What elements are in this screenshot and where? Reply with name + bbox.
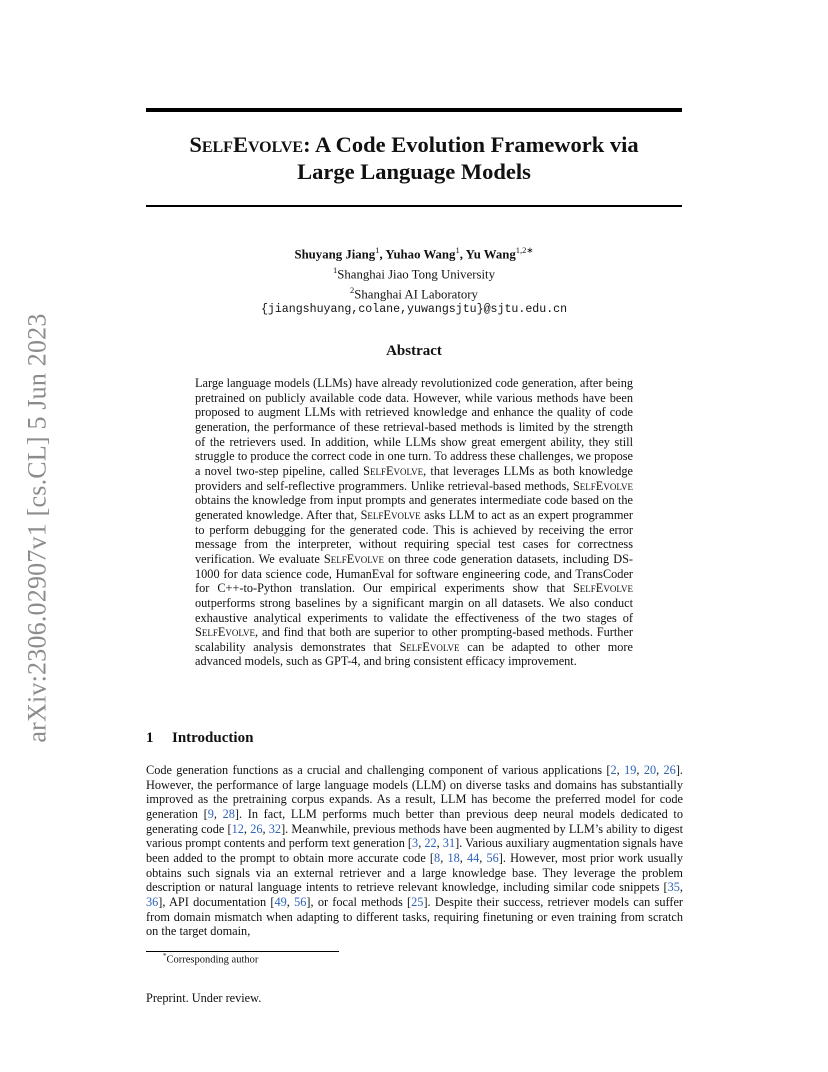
- abstract-text: asks LLM to act as an expert programmer to perform debugging for the generated code. This is achieved by receiving the error message from the interpreter, without requiring special test cases for correctness verification. We evaluate: [195, 507, 633, 566]
- citation-link[interactable]: 2: [610, 763, 617, 777]
- citation-link[interactable]: 25: [411, 894, 424, 909]
- author-1: Shuyang Jiang: [294, 247, 376, 262]
- title-method-name: SelfEvolve: [189, 132, 304, 157]
- preprint-notice: Preprint. Under review.: [146, 991, 262, 1005]
- affiliation-2-text: Shanghai AI Laboratory: [354, 286, 478, 301]
- author-sep: ,: [379, 247, 386, 262]
- body-text: ]. However, most prior work usually obtains such signals via an external retriever and a large knowledge base. They leverage the problem description or natural language intents to retrieve relevant knowledge, including similar code snippets [: [146, 850, 683, 895]
- citation-sep: ,: [440, 850, 448, 865]
- body-text: ]. However, the performance of large language models (LLM) on diverse tasks and domains has substantially improved as the pretraining corpus expands. As a result, LLM has become the preferred model for code generation [: [146, 763, 683, 821]
- affiliation-2-sup: 2: [350, 284, 355, 295]
- body-text: ]. In fact, LLM performs much better than previous deep neural models dedicated to generating code [: [146, 806, 683, 836]
- body-text: ]. Despite their success, retriever models can suffer from domain mismatch when adapting to different tasks, requiring finetuning or even training from scratch on the target domain,: [146, 894, 684, 939]
- citation-link[interactable]: 28: [222, 806, 235, 821]
- citation-link[interactable]: 31: [442, 836, 456, 851]
- citation-link[interactable]: 56: [486, 850, 499, 865]
- citation-link[interactable]: 32: [268, 821, 282, 836]
- citation-sep: ,: [243, 821, 251, 836]
- citation-sep: ,: [418, 836, 425, 851]
- affiliation-1: [146, 263, 682, 283]
- title-top-rule: [146, 108, 682, 112]
- method-name: SelfEvolve: [323, 551, 384, 566]
- citation-link[interactable]: 36: [146, 894, 159, 909]
- method-name: SelfEvolve: [399, 639, 460, 654]
- body-text: ]. Various auxiliary augmentation signals have been added to the prompt to obtain more accurate code [: [146, 836, 683, 865]
- introduction-paragraph: [146, 763, 683, 939]
- abstract-text: , that leverages LLMs as both knowledge providers and self-reflective programmers. Unlike retrieval-based methods,: [195, 463, 634, 493]
- abstract-text: Large language models (LLMs) have already revolutionized code generation, after being pretrained on publicly available code data. However, while various methods have been proposed to augment LLMs with retrieved knowledge and enhance the quality of code generation, the performance of these retrieval-based methods is limited by the strength of the retrievers used. In addition, while LLMs show great emergent ability, they still struggle to produce the correct code in one turn. To address these challenges, we propose a novel two-step pipeline, called: [195, 376, 633, 478]
- author-1-sup: 1: [375, 245, 380, 255]
- citation-link[interactable]: 35: [667, 880, 680, 895]
- author-emails: {jiangshuyang,colane,yuwangsjtu}@sjtu.edu.cn: [260, 303, 568, 317]
- author-names: [146, 243, 682, 263]
- body-text: ], API documentation [: [158, 894, 275, 909]
- arxiv-identifier: arXiv:2306.02907v1 [cs.CL] 5 Jun 2023: [23, 313, 53, 743]
- body-text: ]. Meanwhile, previous methods have been augmented by LLM’s ability to digest various prompt contents and perform text generation [: [146, 821, 683, 851]
- citation-sep: ,: [636, 763, 644, 777]
- body-text: Code generation functions as a crucial and challenging component of various applications [: [146, 763, 611, 777]
- citation-link[interactable]: 26: [250, 821, 263, 836]
- method-name: SelfEvolve: [572, 581, 633, 596]
- citation-sep: ,: [213, 806, 223, 821]
- abstract-text: can be adapted to other more advanced models, such as GPT-4, and bring consistent efficacy improvement.: [195, 639, 633, 669]
- abstract-text: , and find that both are superior to other prompting-based methods. Further scalability analysis demonstrates that: [195, 625, 633, 654]
- citation-sep: ,: [479, 850, 487, 865]
- section-number: 1: [146, 730, 154, 746]
- citation-sep: ,: [459, 850, 467, 865]
- method-name: SelfEvolve: [360, 507, 421, 522]
- author-3: Yu Wang: [465, 247, 516, 262]
- citation-link[interactable]: 8: [434, 850, 441, 865]
- footnote-mark: *: [163, 952, 167, 960]
- abstract-heading: Abstract: [386, 343, 442, 359]
- author-2: Yuhao Wang: [385, 247, 456, 262]
- abstract-body: [195, 376, 633, 669]
- author-3-sup: 1,2∗: [515, 245, 534, 255]
- citation-sep: ,: [616, 763, 625, 777]
- paper-title: [146, 131, 682, 185]
- author-2-sup: 1: [455, 245, 460, 255]
- citation-link[interactable]: 12: [231, 821, 244, 836]
- affiliation-1-sup: 1: [333, 264, 338, 275]
- arxiv-sidebar: [20, 298, 56, 758]
- method-name: SelfEvolve: [363, 463, 424, 478]
- affiliation-2: [146, 283, 682, 303]
- body-text: ], or focal methods [: [306, 894, 412, 909]
- affiliation-1-text: Shanghai Jiao Tong University: [337, 267, 495, 282]
- citation-link[interactable]: 18: [447, 850, 460, 865]
- citation-link[interactable]: 56: [294, 894, 307, 909]
- title-line2: Large Language Models: [297, 159, 531, 184]
- title-bottom-rule: [146, 205, 682, 207]
- footnote: [163, 952, 258, 966]
- title-line1-rest: : A Code Evolution Framework via: [303, 132, 639, 157]
- citation-sep: ,: [262, 821, 269, 836]
- citation-link[interactable]: 44: [466, 850, 480, 865]
- citation-link[interactable]: 9: [207, 806, 214, 821]
- citation-sep: ,: [436, 836, 443, 851]
- citation-link[interactable]: 26: [663, 763, 676, 777]
- citation-sep: ,: [656, 763, 664, 777]
- abstract-text: outperforms strong baselines by a significant margin on all datasets. We also conduct exhaustive analytical experiments to validate the effectiveness of the two stages of: [195, 595, 633, 625]
- section-title: Introduction: [172, 730, 254, 746]
- method-name: SelfEvolve: [572, 478, 633, 493]
- citation-sep: ,: [286, 894, 295, 909]
- citation-link[interactable]: 19: [624, 763, 637, 777]
- citation-sep: ,: [679, 880, 683, 895]
- footnote-text: Corresponding author: [166, 954, 259, 966]
- citation-link[interactable]: 22: [424, 836, 437, 851]
- section-heading-introduction: [146, 730, 253, 747]
- abstract-text: on three code generation datasets, including DS-1000 for data science code, HumanEval for software engineering code, and TransCoder for C++-to-Python translation. Our empirical experiments show that: [195, 551, 634, 596]
- citation-link[interactable]: 20: [643, 763, 657, 777]
- citation-link[interactable]: 3: [412, 836, 419, 851]
- citation-link[interactable]: 49: [274, 894, 287, 909]
- author-sep: ,: [459, 247, 466, 262]
- abstract-text: obtains the knowledge from input prompts and generates intermediate code based on the generated knowledge. After that,: [195, 493, 633, 522]
- method-name: SelfEvolve: [195, 625, 256, 640]
- author-block: [146, 243, 682, 318]
